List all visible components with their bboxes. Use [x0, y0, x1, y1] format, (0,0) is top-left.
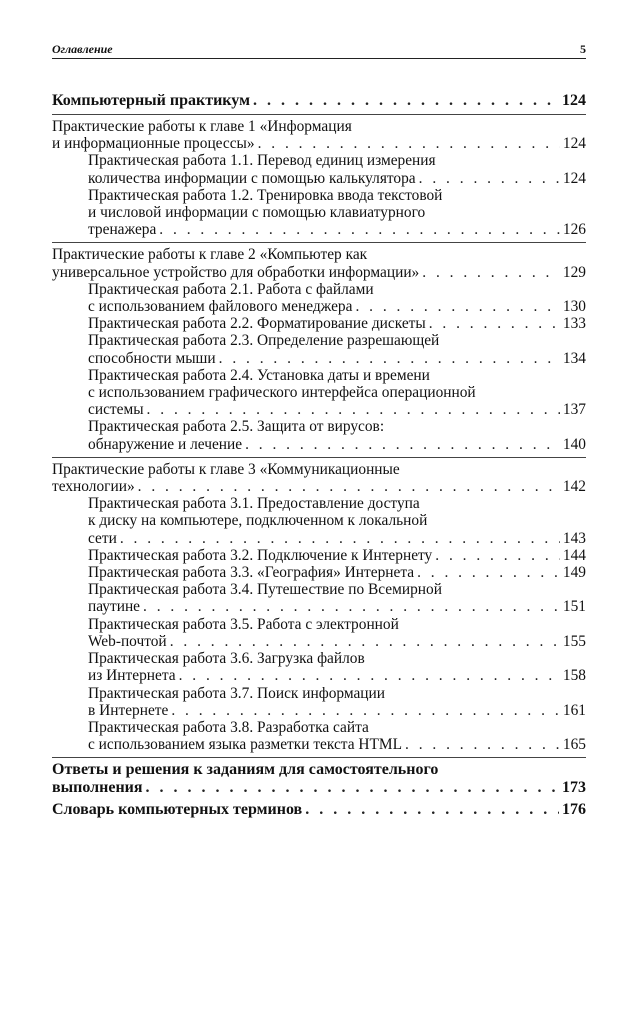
toc-entry-line: Практическая работа 1.1. Перевод единиц измерения: [88, 152, 436, 170]
toc-entry-title: тренажера: [88, 221, 157, 239]
dot-leader: [419, 170, 560, 187]
toc-entry-title: в Интернете: [88, 701, 169, 719]
section-divider: [52, 457, 586, 458]
toc-entry-line: к диску на компьютере, подключенном к локальной: [88, 512, 428, 530]
toc-page-number: 134: [562, 349, 586, 367]
toc-entry[interactable]: [52, 92, 586, 110]
section-divider: [52, 757, 586, 758]
page-number: 5: [580, 42, 586, 56]
toc-entry[interactable]: [52, 418, 586, 452]
toc-entry-title: Словарь компьютерных терминов: [52, 801, 303, 819]
toc-entry-title: универсальное устройство для обработки информации»: [52, 263, 420, 281]
header-title: Оглавление: [52, 42, 113, 56]
toc-page-number: 149: [562, 564, 586, 582]
toc-entry-title: из Интернета: [88, 667, 176, 685]
toc-entry-line: Практическая работа 3.4. Путешествие по Всемирной: [88, 581, 442, 599]
dot-leader: [417, 564, 560, 581]
dot-leader: [355, 298, 559, 315]
dot-leader: [405, 736, 560, 753]
toc-entry[interactable]: [52, 281, 586, 315]
dot-leader: [146, 779, 559, 797]
running-header: [52, 42, 586, 59]
toc-entry[interactable]: [52, 801, 586, 819]
toc-page-number: 140: [562, 435, 586, 453]
dot-leader: [305, 801, 559, 819]
toc-page-number: 124: [562, 135, 586, 153]
toc-entry-title: способности мыши: [88, 349, 216, 367]
toc-page-number: 165: [562, 736, 586, 754]
toc-entry-title: паутине: [88, 598, 141, 616]
toc-entry-line: Практическая работа 3.7. Поиск информации: [88, 684, 386, 702]
toc-entry-title: количества информации с помощью калькулятора: [88, 169, 416, 187]
toc-entry-line: Практическая работа 3.6. Загрузка файлов: [88, 650, 365, 668]
dot-leader: [170, 633, 560, 650]
toc-entry-line: и числовой информации с помощью клавиатурного: [88, 204, 426, 222]
toc-entry[interactable]: [52, 118, 586, 152]
toc-entry-title: Web-почтой: [88, 632, 167, 650]
toc-page-number: 176: [562, 801, 586, 819]
toc-page-number: 143: [562, 529, 586, 547]
toc-entry-title: с использованием файлового менеджера: [88, 298, 353, 316]
toc-page-number: 151: [562, 598, 586, 616]
toc-page-number: 161: [562, 701, 586, 719]
dot-leader: [422, 264, 560, 281]
toc-page-number: 144: [562, 546, 586, 564]
toc-entry[interactable]: [52, 315, 586, 332]
toc-entry[interactable]: [52, 152, 586, 186]
toc-entry-title: Практическая работа 2.2. Форматирование дискеты: [88, 315, 426, 333]
toc-entry-line: с использованием графического интерфейса операционной: [88, 384, 476, 402]
dot-leader: [429, 315, 560, 332]
toc-entry[interactable]: [52, 495, 586, 547]
toc-page-number: 126: [562, 221, 586, 239]
toc-page-number: 124: [562, 169, 586, 187]
toc-entry-title: с использованием языка разметки текста HTML: [88, 736, 402, 754]
toc-entry-title: Компьютерный практикум: [52, 92, 250, 109]
toc-entry-title: Практическая работа 3.2. Подключение к Интернету: [88, 546, 433, 564]
dot-leader: [258, 135, 560, 152]
toc-page-number: 129: [562, 263, 586, 281]
toc-entry[interactable]: [52, 367, 586, 419]
toc-entry-title: и информационные процессы»: [52, 135, 255, 153]
toc-page-number: 158: [562, 667, 586, 685]
toc-entry-line: Практическая работа 1.2. Тренировка ввода текстовой: [88, 186, 443, 204]
toc-entry[interactable]: [52, 581, 586, 615]
toc-entry[interactable]: [52, 547, 586, 564]
toc-entry-title: технологии»: [52, 478, 135, 496]
toc-page-number: 137: [562, 401, 586, 419]
toc-page-number: 142: [562, 478, 586, 496]
toc-entry[interactable]: [52, 761, 586, 797]
toc-entry[interactable]: [52, 187, 586, 239]
toc-entry[interactable]: [52, 685, 586, 719]
toc-entry-title: Практическая работа 3.3. «География» Интернета: [88, 564, 415, 582]
toc-entry[interactable]: [52, 650, 586, 684]
toc-page-number: 130: [562, 298, 586, 316]
toc-page-number: 124: [562, 92, 586, 109]
toc-page-number: 133: [562, 315, 586, 333]
toc-entry[interactable]: [52, 332, 586, 366]
dot-leader: [219, 350, 560, 367]
toc-entry-line: Практическая работа 3.8. Разработка сайта: [88, 718, 369, 736]
dot-leader: [171, 702, 560, 719]
toc-entry-line: Практическая работа 3.5. Работа с электронной: [88, 615, 399, 633]
dot-leader: [159, 221, 560, 238]
section-divider: [52, 242, 586, 243]
toc-entry-line: Практическая работа 2.1. Работа с файлами: [88, 280, 374, 298]
dot-leader: [147, 401, 560, 418]
toc-entry-line: Ответы и решения к заданиям для самостоятельного: [52, 761, 439, 779]
toc-entry-line: Практическая работа 2.4. Установка даты и времени: [88, 366, 430, 384]
toc-page-number: 155: [562, 632, 586, 650]
toc-entry-line: Практические работы к главе 3 «Коммуникационные: [52, 460, 400, 478]
toc-entry[interactable]: [52, 616, 586, 650]
toc-entry-title: выполнения: [52, 779, 143, 797]
toc-entry[interactable]: [52, 246, 586, 280]
toc-entry-line: Практические работы к главе 1 «Информация: [52, 118, 352, 135]
toc-entry-line: Практическая работа 3.1. Предоставление доступа: [88, 495, 420, 513]
table-of-contents: [52, 92, 586, 819]
dot-leader: [138, 478, 560, 495]
toc-entry-line: Практические работы к главе 2 «Компьютер как: [52, 246, 368, 264]
toc-entry-title: сети: [88, 529, 117, 547]
dot-leader: [179, 667, 560, 684]
toc-entry-line: Практическая работа 2.5. Защита от вирусов:: [88, 418, 385, 436]
dot-leader: [245, 436, 560, 453]
toc-page-number: 173: [562, 779, 586, 797]
dot-leader: [253, 92, 559, 110]
toc-entry[interactable]: [52, 461, 586, 495]
toc-entry-title: системы: [88, 401, 144, 419]
toc-entry-line: Практическая работа 2.3. Определение разрешающей: [88, 332, 440, 350]
toc-entry[interactable]: [52, 564, 586, 581]
toc-entry-title: обнаружение и лечение: [88, 435, 243, 453]
dot-leader: [435, 547, 560, 564]
section-divider: [52, 114, 586, 115]
toc-entry[interactable]: [52, 719, 586, 753]
dot-leader: [120, 530, 560, 547]
dot-leader: [143, 598, 560, 615]
